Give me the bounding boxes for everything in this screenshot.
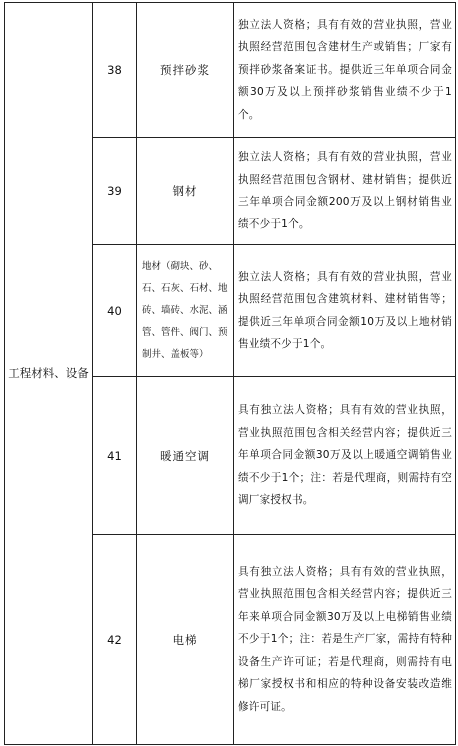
row-number: 38 bbox=[93, 3, 137, 138]
item-name: 暖通空调 bbox=[137, 377, 234, 535]
requirement-text: 独立法人资格；具有有效的营业执照，营业执照经营范围包含钢材、建材销售；提供近三年单项合同金额200万及以上钢材销售业绩不少于1个。 bbox=[234, 138, 456, 245]
qualification-table bbox=[4, 2, 456, 745]
item-name: 地材（砌块、砂、石、石灰、石材、地砖、墙砖、水泥、涵管、管件、阀门、预制井、盖板等） bbox=[137, 245, 234, 377]
row-number: 41 bbox=[93, 377, 137, 535]
item-name: 预拌砂浆 bbox=[137, 3, 234, 138]
table-row bbox=[5, 3, 456, 138]
row-number: 42 bbox=[93, 535, 137, 745]
requirement-text: 独立法人资格；具有有效的营业执照，营业执照经营范围包含建筑材料、建材销售等；提供近三年单项合同金额10万及以上地材销售业绩不少于1个。 bbox=[234, 245, 456, 377]
requirement-text: 具有独立法人资格；具有有效的营业执照，营业执照范围包含相关经营内容；提供近三年单项合同金额30万及以上暖通空调销售业绩不少于1个；注：若是代理商，则需持有空调厂家授权书。 bbox=[234, 377, 456, 535]
item-name: 电梯 bbox=[137, 535, 234, 745]
requirement-text: 具有独立法人资格；具有有效的营业执照，营业执照范围包含相关经营内容；提供近三年来单项合同金额30万及以上电梯销售业绩不少于1个；注：若是生产厂家，需持有特种设备生产许可证；若是代理商，则需持有电梯厂家授权书和相应的特种设备安装改造维修许可证。 bbox=[234, 535, 456, 745]
item-name: 钢材 bbox=[137, 138, 234, 245]
requirement-text: 独立法人资格；具有有效的营业执照，营业执照经营范围包含建材生产或销售；厂家有预拌砂浆备案证书。提供近三年单项合同金额30万及以上预拌砂浆销售业绩不少于1个。 bbox=[234, 3, 456, 138]
category-cell: 工程材料、设备 bbox=[5, 3, 93, 745]
row-number: 39 bbox=[93, 138, 137, 245]
row-number: 40 bbox=[93, 245, 137, 377]
